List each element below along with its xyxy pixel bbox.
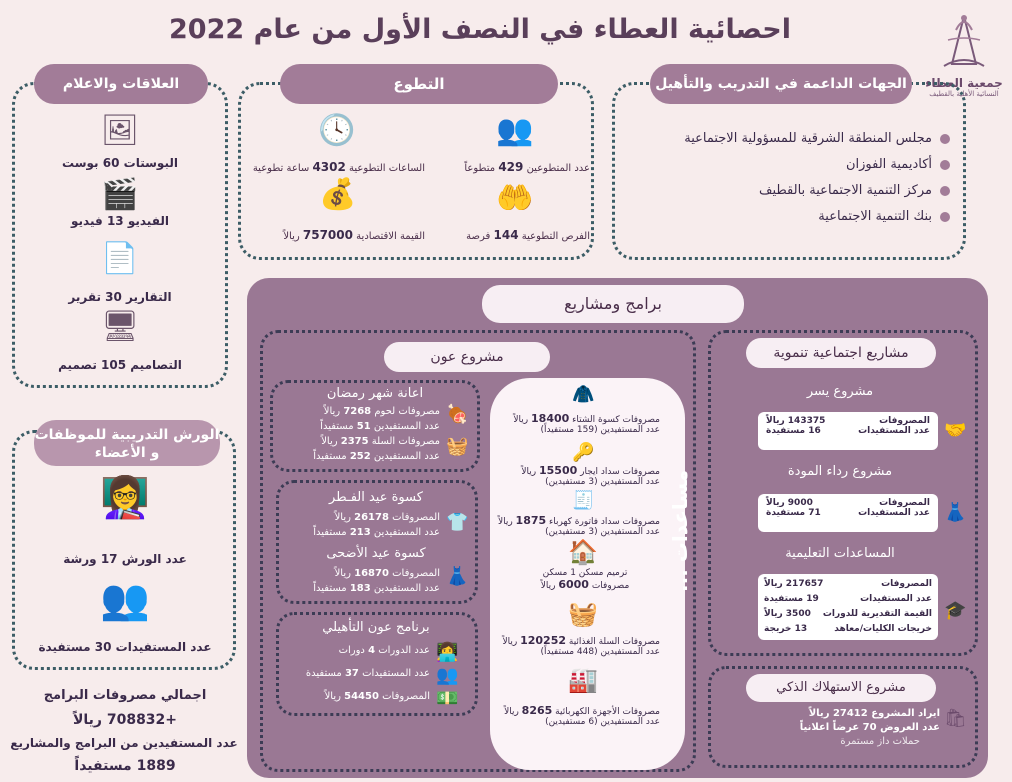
training-supporters-list <box>630 126 950 230</box>
ramadan-meat: مصروفات لحوم 7268 ريالاً <box>323 406 440 417</box>
ramadan-ben2: عدد المستفيدين 252 مستفيداً <box>313 451 440 462</box>
opportunities-stat: الفرص التطوعية 144 فرصة <box>466 228 590 242</box>
bullet-icon <box>940 160 950 170</box>
rent-stat: مصروفات سداد ايجار 15500 ريالاً عدد المستفيدين (3 مستفيدين) <box>521 464 660 487</box>
basket-icon: 🧺 <box>446 436 469 457</box>
posts-icon: 🖼 <box>100 113 140 148</box>
smart-revenue: ايراد المشروع 27412 ريالاً <box>808 708 940 719</box>
logo-name: جمعية العطاء <box>925 76 1003 90</box>
supporter-item: أكاديمية الفوزان <box>630 152 950 178</box>
clothing-icon: 👕 <box>446 512 469 533</box>
video-stat: الفيديو 13 فيديو <box>71 214 169 228</box>
designs-icon: 🖥 <box>100 309 140 344</box>
fitr-ben: عدد المستفيدين 213 مستفيداً <box>313 527 440 538</box>
yusr-icon: 🤝 <box>944 420 967 441</box>
adha-spend: المصروفات 16870 ريالاً <box>334 568 440 579</box>
bill-icon: 🧾 <box>572 490 595 511</box>
aoun-title: مشروع عون <box>384 342 550 372</box>
volunteering-title: التطوع <box>280 64 558 104</box>
hours-stat: الساعات التطوعية 4302 ساعة تطوعية <box>252 160 425 174</box>
house-icon: 🏠 <box>568 538 598 566</box>
key-icon: 🔑 <box>572 442 595 463</box>
supporter-item: مجلس المنطقة الشرقية للمسؤولية الاجتماعية <box>630 126 950 152</box>
video-icon: 🎬 <box>101 177 139 212</box>
house-repair-stat: ترميم مسكن 1 مسكن مصروفات 6000 ريالاً <box>540 568 630 591</box>
workshops-beneficiaries-stat: عدد المستفيدات 30 مستفيدة <box>38 640 212 654</box>
page-title: احصائية العطاء في النصف الأول من عام 2022 <box>169 14 791 45</box>
total-spend-label: اجمالي مصروفات البرامج <box>43 688 207 703</box>
training-supporters-title: الجهات الداعمة في التدريب والتأهيل <box>650 64 912 104</box>
programs-title: برامج ومشاريع <box>482 285 744 323</box>
smart-title: مشروع الاستهلاك الذكي <box>746 674 936 702</box>
courses-icon: 👩‍💻 <box>436 642 459 663</box>
media-title: العلاقات والاعلام <box>34 64 208 104</box>
social-title: مشاريع اجتماعية تنموية <box>746 338 936 368</box>
workshops-title: الورش التدريبية للموظفات و الأعضاء <box>34 420 220 466</box>
winter-clothing-stat: مصروفات كسوة الشتاء 18400 ريالاً عدد المستفيدين (159 مستفيداً) <box>513 412 660 435</box>
money-icon: 💰 <box>319 177 357 212</box>
yusr-title: مشروع يسر <box>806 384 874 399</box>
ramadan-ben1: عدد المستفيدين 51 مستفيداً <box>320 421 440 432</box>
reports-icon: 📄 <box>101 241 139 276</box>
electricity-stat: مصروفات سداد فاتورة كهرباء 1875 ريالاً عدد المستفيدين (3 مستفيدين) <box>497 514 660 537</box>
heart-hands-icon: 🤲 <box>496 181 534 216</box>
workshops-count-stat: عدد الورش 17 ورشة <box>63 552 187 566</box>
economic-stat: القيمة الاقتصادية 757000 ريالاً <box>283 228 425 242</box>
adha-ben: عدد المستفيدين 183 مستفيداً <box>313 583 440 594</box>
supporter-item: بنك التنمية الاجتماعية <box>630 204 950 230</box>
appliances-stat: مصروفات الأجهزة الكهربائية 8265 ريالاً عدد المستفيدين (6 مستفيدين) <box>504 704 660 727</box>
designs-stat: التصاميم 105 تصميم <box>58 358 182 372</box>
logo-subtitle: النسائية الأهلية بالقطيف <box>929 90 999 98</box>
cash-icon: 💵 <box>436 688 459 709</box>
yusr-card: المصروفات 143375 ريالاً عدد المستفيدات 16 مستفيدة <box>758 412 938 450</box>
reports-stat: التقارير 30 تقرير <box>68 290 172 304</box>
rehab-ben: عدد المستفيدات 37 مستفيدة <box>305 668 430 679</box>
rehab-spend: المصروفات 54450 ريالاً <box>324 691 430 702</box>
education-card: المصروفات 217657 ريالاً عدد المستفيدات 19 مستفيدة القيمة التقديرية للدورات 3500 ريالاً خريجات الكليات/معاهد 13 خريجة <box>758 574 938 640</box>
total-beneficiaries-label: عدد المستفيدين من البرامج والمشاريع <box>10 736 238 750</box>
mawadda-title: مشروع رداء المودة <box>787 464 893 479</box>
clothing-icon: 👗 <box>446 566 469 587</box>
people-group-icon: 👥 <box>496 113 534 148</box>
beneficiaries-icon: 👥 <box>436 665 459 686</box>
rehab-title: برنامج عون التأهيلي <box>322 620 430 635</box>
bullet-icon <box>940 186 950 196</box>
assistance-vertical-label: مساعدات ... <box>668 470 692 593</box>
fitr-spend: المصروفات 26178 ريالاً <box>334 512 440 523</box>
smart-offers: عدد العروض 70 عرضاً اعلانياً <box>799 722 940 733</box>
ramadan-basket: مصروفات السلة 2375 ريالاً <box>321 436 440 447</box>
training-icon: 👩‍🏫 <box>100 475 150 521</box>
education-title: المساعدات التعليمية <box>785 546 895 561</box>
adha-title: كسوة عيد الأضحى <box>326 546 426 561</box>
dress-icon: 👗 <box>944 502 967 523</box>
clock-icon: 🕓 <box>318 113 356 148</box>
group-icon: 👥 <box>100 577 150 623</box>
smart-campaign: حملات داز مستمرة <box>840 736 920 747</box>
bullet-icon <box>940 212 950 222</box>
ramadan-title: اعانة شهر رمضان <box>326 386 424 401</box>
rehab-courses: عدد الدورات 4 دورات <box>338 645 430 656</box>
total-beneficiaries-value: 1889 مستفيداً <box>74 758 176 774</box>
posts-stat: البوستات 60 بوست <box>62 156 178 170</box>
food-basket-icon: 🧺 <box>568 600 598 628</box>
total-spend-value: +708832 ريالاً <box>72 712 178 728</box>
supporter-item: مركز التنمية الاجتماعية بالقطيف <box>630 178 950 204</box>
food-basket-stat: مصروفات السلة الغذائية 120252 ريالاً عدد المستفيدين (448 مستفيداً) <box>502 634 660 657</box>
bullet-icon <box>940 134 950 144</box>
meat-icon: 🍖 <box>446 404 469 425</box>
smart-icon: 🛍 <box>944 708 967 729</box>
fitr-title: كسوة عيد الفـطر <box>329 490 423 505</box>
mawadda-card: المصروفات 9000 ريالاً عدد المستفيدات 71 مستفيدة <box>758 494 938 532</box>
volunteers-stat: عدد المتطوعين 429 متطوعاً <box>464 160 590 174</box>
winter-coat-icon: 🧥 <box>572 384 595 405</box>
appliances-icon: 🏭 <box>568 666 598 694</box>
education-icon: 🎓 <box>944 600 967 621</box>
logo-icon <box>934 10 994 72</box>
workshops-box <box>12 430 236 670</box>
